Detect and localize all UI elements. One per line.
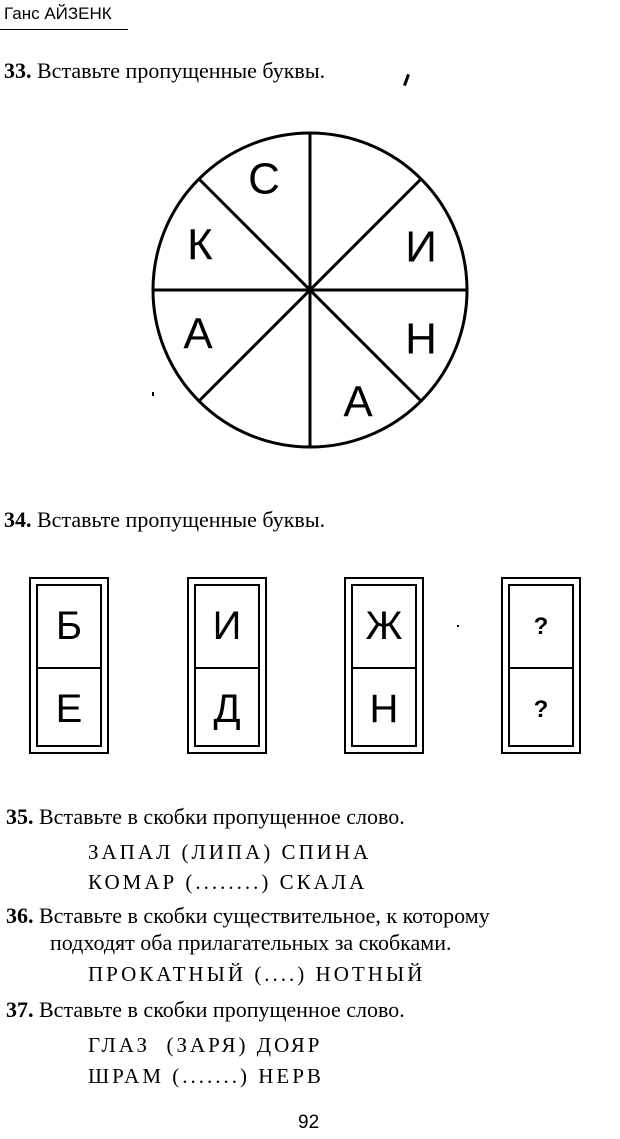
page-number: 92 — [298, 1112, 320, 1133]
wheel-letter: К — [187, 220, 213, 270]
question-36-text-line-2: подходят оба прилагательных за скобками. — [50, 930, 452, 955]
question-34-text: Вставьте пропущенные буквы. — [37, 507, 326, 532]
domino-1 — [29, 577, 109, 754]
domino-inner-frame — [36, 584, 102, 747]
domino-top-letter: Ж — [365, 604, 403, 648]
question-36-text-line-1: Вставьте в скобки существительное, к которому — [39, 903, 490, 928]
domino-inner-frame — [194, 584, 260, 747]
wheel-letter: А — [343, 377, 373, 427]
scan-mark — [403, 74, 410, 86]
question-37 — [6, 997, 405, 1023]
wheel-letter: Н — [405, 314, 437, 364]
question-36-number: 36. — [6, 903, 34, 928]
question-37-line-2: ШРАМ (.......) НЕРВ — [88, 1064, 324, 1088]
domino-3 — [344, 577, 424, 754]
wheel-letter: С — [248, 154, 280, 204]
question-33-number: 33. — [4, 58, 32, 83]
domino-bottom-letter: Е — [55, 687, 83, 731]
domino-top-letter: И — [212, 604, 242, 648]
question-37-line-1: ГЛАЗ (ЗАРЯ) ДОЯР — [88, 1033, 323, 1057]
question-37-number: 37. — [6, 997, 34, 1022]
letter-wheel — [140, 120, 480, 460]
question-35-line-2: КОМАР (........) СКАЛА — [88, 870, 368, 894]
question-33-text: Вставьте пропущенные буквы. — [37, 58, 326, 83]
domino-bottom-question-mark: ? — [533, 695, 549, 723]
header-rule — [0, 29, 128, 30]
running-header: Ганс АЙЗЕНК — [4, 4, 112, 23]
question-37-text: Вставьте в скобки пропущенное слово. — [39, 997, 405, 1022]
question-35 — [6, 804, 405, 830]
domino-2 — [187, 577, 267, 754]
wheel-letter: А — [183, 309, 213, 359]
question-33 — [4, 58, 325, 84]
domino-inner-frame — [508, 584, 574, 747]
question-36-line-1: ПРОКАТНЫЙ (....) НОТНЫЙ — [88, 962, 426, 986]
domino-4 — [501, 577, 581, 754]
question-34 — [4, 507, 325, 533]
domino-top-letter: Б — [55, 604, 83, 648]
question-35-line-1: ЗАПАЛ (ЛИПА) СПИНА — [88, 840, 372, 864]
scan-mark — [152, 392, 154, 396]
question-35-number: 35. — [6, 804, 34, 829]
domino-top-question-mark: ? — [533, 612, 549, 640]
domino-bottom-letter: Н — [369, 687, 399, 731]
question-34-number: 34. — [4, 507, 32, 532]
domino-bottom-letter: Д — [213, 687, 241, 731]
scan-mark — [457, 625, 459, 627]
domino-inner-frame — [351, 584, 417, 747]
wheel-letter: И — [405, 222, 437, 272]
question-36 — [6, 903, 490, 929]
question-35-text: Вставьте в скобки пропущенное слово. — [39, 804, 405, 829]
